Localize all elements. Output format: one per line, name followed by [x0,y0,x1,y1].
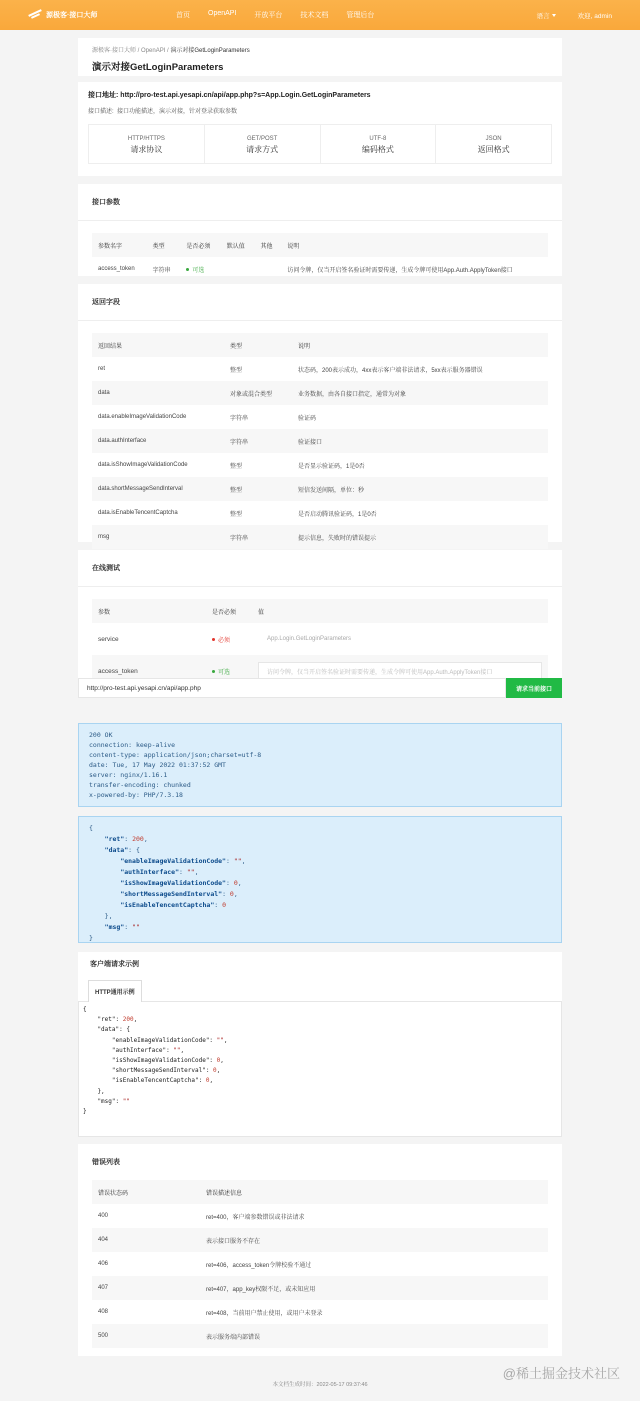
field-type: 字符串 [224,525,292,549]
field-name: data.enableImageValidationCode [98,414,187,420]
table-header [92,333,548,357]
test-param-name: access_token [92,655,206,687]
access-token-input[interactable]: 访问令牌，仅当开启签名验证时需要传递，生成令牌可使用App.Auth.ApplyToken接口 [258,662,542,680]
field-name: data.shortMessageSendInterval [92,477,224,501]
spec-key: GET/POST [246,136,278,142]
params-table [92,233,548,281]
col-header: 类型 [224,333,292,357]
error-code: 407 [92,1276,200,1300]
table-row [92,429,548,453]
col-header: 是否必须 [206,599,252,623]
field-name: ret [98,366,106,372]
error-code: 408 [98,1309,109,1315]
error-desc: 表示接口服务不存在 [200,1228,548,1252]
field-desc: 验证码 [298,415,317,422]
client-example-code: { "ret": 200, "data": { "enableImageValidationCode": "", "authInterface": "", "isShowImageValidationCode": 0, "shortMessageSendInterval": 0, "isEnableTencentCaptcha": 0, }, "msg": "" } [78,1001,562,1137]
field-name: data [92,381,224,405]
logo[interactable] [28,10,148,20]
param-required [180,257,220,281]
menu-item-openapi[interactable]: OpenAPI [208,10,237,17]
field-name: msg [92,525,224,549]
client-title: 客户端请求示例 [90,961,139,968]
returns-table [92,333,548,549]
request-url-row [78,678,562,698]
api-address-label: 接口地址: [88,92,119,99]
table-row [92,477,548,501]
menu-item-admin[interactable]: 管理后台 [346,12,375,19]
table-row [92,357,548,381]
spec-value: 编码格式 [361,145,394,154]
field-type: 对象或混合类型 [224,381,292,405]
field-type: 整型 [230,463,243,470]
table-row [92,453,548,477]
api-description [78,100,562,115]
param-default [221,257,255,281]
logo-text: 源极客·接口大师 [46,12,98,19]
field-name: data.isEnableTencentCaptcha [98,510,178,516]
spec-key: UTF-8 [369,136,387,142]
field-desc: 是否显示验证码，1是0否 [298,463,365,470]
api-specs [88,124,552,164]
spec-value: 请求协议 [130,145,163,154]
table-row [92,405,548,429]
tab-http-example[interactable]: HTTP通用示例 [88,980,142,1002]
request-button[interactable]: 请求当前接口 [506,678,562,698]
table-row [92,1204,548,1228]
error-desc: ret=400，客户端参数错误或非法请求 [206,1214,305,1221]
spec-key: JSON [485,136,502,142]
optional-text: 可选 [218,669,231,676]
field-name: data.isShowImageValidationCode [98,462,188,468]
spec-value: 返回格式 [477,145,510,154]
nav-right [537,11,612,20]
menu-item-docs[interactable]: 技术文档 [300,12,329,19]
param-required-text: 可选 [192,267,205,274]
client-card [78,952,562,1128]
param-other [254,257,281,281]
error-code: 500 [92,1324,200,1348]
error-desc: 表示服务端内部错误 [200,1324,548,1348]
table-row [92,381,548,405]
col-header: 其他 [254,233,281,257]
table-header [92,233,548,257]
spec-value: 请求方式 [246,145,279,154]
field-desc: 提示信息，失败时的错误提示 [292,525,548,549]
main-menu [176,10,374,20]
col-header: 错误描述信息 [200,1180,548,1204]
chevron-down-icon [552,14,556,17]
field-desc: 是否启动腾讯验证码，1是0否 [298,511,377,518]
table-row [92,1276,548,1300]
error-desc: ret=407，app_key权限不足，或未知应用 [200,1276,548,1300]
response-headers: 200 OK connection: keep-alive content-type: application/json;charset=utf-8 date: Tue, 17 May 2022 01:37:52 GMT server: nginx/1.16.1 transfer-encoding: chunked x-powered-by: PHP/7.3.18 [78,723,562,807]
field-type: 字符串 [224,429,292,453]
col-header: 说明 [281,233,548,257]
table-row [92,1228,548,1252]
col-header: 参数名字 [92,233,147,257]
test-param-required [206,623,252,655]
col-header: 类型 [147,233,181,257]
field-desc: 状态码，200表示成功，4xx表示客户端非法请求，5xx表示服务器错误 [298,367,483,374]
field-type: 整型 [230,511,243,518]
language-label: 语言 [536,12,550,20]
spec-protocol [89,125,205,163]
breadcrumb: 源极客·接口大师 / OpenAPI / 演示对接GetLoginParameters [92,48,250,54]
field-desc: 业务数据，由各自接口指定，通常为对象 [292,381,548,405]
col-header: 值 [252,599,548,623]
table-row [92,1300,548,1324]
col-header: 返回结果 [92,333,224,357]
field-type: 整型 [230,367,243,374]
params-title: 接口参数 [78,184,562,221]
logo-icon [28,10,42,20]
test-param-name: service [98,635,119,643]
service-input[interactable]: App.Login.GetLoginParameters [267,636,352,642]
table-row [92,1252,548,1276]
optional-dot-icon [186,268,189,271]
col-header: 错误状态码 [92,1180,200,1204]
api-info-card [78,82,562,176]
spec-key: HTTP/HTTPS [127,136,165,142]
required-dot-icon [212,638,215,641]
spec-format [436,125,551,163]
header-card [78,38,562,76]
api-desc-text: 接口功能描述，演示对接，针对登录获取参数 [117,109,238,115]
error-code: 404 [92,1228,200,1252]
params-card [78,184,562,276]
table-row [92,623,548,655]
col-header: 说明 [292,333,548,357]
welcome-user[interactable]: 欢迎, admin [577,12,612,20]
error-code: 400 [98,1213,109,1219]
errors-table [92,1180,548,1348]
returns-title: 返回字段 [78,284,562,321]
error-desc: ret=406，access_token令牌校验不通过 [206,1262,312,1269]
breadcrumb-current: 演示对接GetLoginParameters [170,48,250,54]
field-type: 整型 [224,477,292,501]
test-title: 在线测试 [78,550,562,587]
response-json: { "ret": 200, "data": { "enableImageValidationCode": "", "authInterface": "", "isShowImageValidationCode": 0, "shortMessageSendInterval": 0, "isEnableTencentCaptcha": 0 }, "msg": "" } [78,816,562,943]
errors-title: 错误列表 [92,1159,120,1166]
col-header: 默认值 [221,233,255,257]
table-row [92,525,548,549]
param-name: access_token [98,266,135,272]
api-address [78,82,562,100]
top-nav [0,0,640,30]
field-name: data.authInterface [92,429,224,453]
test-value-cell [252,623,548,655]
test-card [78,550,562,678]
table-row [92,501,548,525]
table-row [92,1324,548,1348]
request-url-input[interactable]: http://pro-test.api.yesapi.cn/api/app.php [78,678,506,698]
menu-item-platform[interactable]: 开放平台 [254,12,283,19]
required-text: 必须 [218,637,231,644]
language-dropdown[interactable] [537,11,556,20]
field-type: 字符串 [230,415,249,422]
spec-method [205,125,321,163]
api-desc-label: 接口描述: [88,109,114,115]
page-title: 演示对接GetLoginParameters [92,62,224,73]
optional-dot-icon [212,670,215,673]
col-header: 参数 [92,599,206,623]
returns-card [78,284,562,542]
breadcrumb-openapi[interactable]: OpenAPI [141,48,166,54]
table-header [92,1180,548,1204]
field-desc: 验证接口 [292,429,548,453]
menu-item-home[interactable]: 首页 [176,12,190,19]
test-table [92,599,548,687]
footer-timestamp: 本文档生成时间：2022-05-17 09:37:46 [272,1382,368,1388]
table-header [92,599,548,623]
error-code: 406 [98,1261,109,1267]
col-header: 是否必须 [180,233,220,257]
param-type: 字符串 [152,267,171,274]
field-desc: 短信发送间隔，单位：秒 [292,477,548,501]
param-desc: 访问令牌，仅当开启签名验证时需要传递，生成令牌可使用App.Auth.ApplyToken接口 [287,267,513,274]
errors-card [78,1144,562,1356]
spec-encoding [321,125,437,163]
error-desc: ret=408，当前用户禁止使用，或用户未登录 [206,1310,323,1317]
watermark: @稀土掘金技术社区 [502,1366,620,1381]
api-address-url[interactable]: http://pro-test.api.yesapi.cn/api/app.php?s=App.Login.GetLoginParameters [120,92,371,99]
table-row [92,257,548,281]
breadcrumb-home[interactable]: 源极客·接口大师 [92,48,136,54]
